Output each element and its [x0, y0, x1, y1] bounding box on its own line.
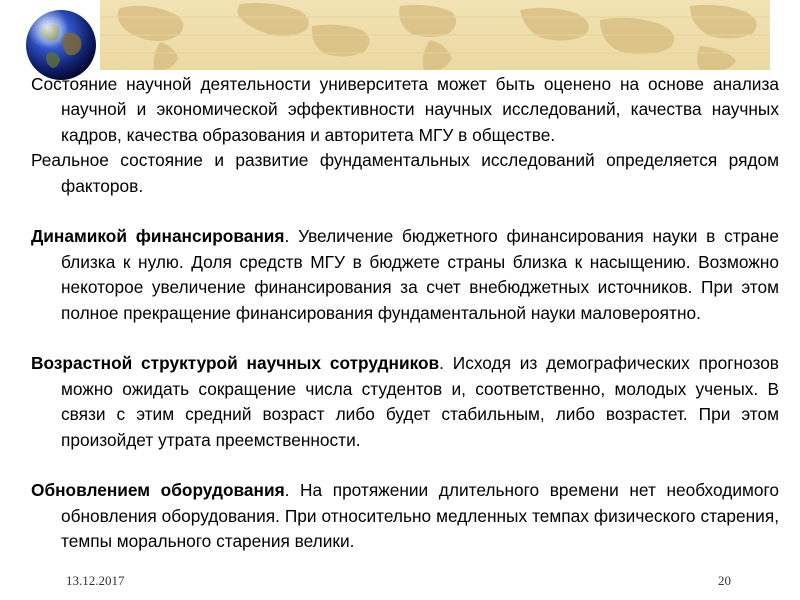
paragraph-age-structure [31, 351, 779, 453]
slide-body [31, 72, 779, 555]
paragraph-gap [31, 199, 779, 224]
paragraph-gap [31, 326, 779, 351]
paragraph-equipment [31, 478, 779, 554]
paragraph-intro [31, 72, 779, 148]
paragraph-financing [31, 224, 779, 326]
paragraph-lead: Возрастной структурой научных сотрудников [31, 353, 440, 374]
paragraph-text: . Исходя из демографических прогнозов можно ожидать сокращение числа студентов и, соответственно, молодых ученых. В связи с этим средний возраст либо будет стабильным, либо возрастет. При этом произойдет утрата преемственности. [61, 353, 779, 450]
paragraph-gap [31, 453, 779, 478]
paragraph-text: . Увеличение бюджетного финансирования науки в стране близка к нулю. Доля средств МГУ в бюджете страны близка к насыщению. Возможно некоторое увеличение финансирования за счет внебюджетных источников. При этом полное прекращение финансирования фундаментальной науки маловероятно. [61, 226, 779, 323]
footer-date: 13.12.2017 [66, 573, 125, 588]
paragraph-text: Состояние научной деятельности университета может быть оценено на основе анализа научной и экономической эффективности научных исследований, качества научных кадров, качества образования и авторитета МГУ в обществе. [31, 74, 779, 145]
paragraph-factors [31, 148, 779, 199]
paragraph-text: . На протяжении длительного времени нет необходимого обновления оборудования. При относительно медленных темпах физического старения, темпы морального старения велики. [61, 480, 779, 552]
paragraph-lead: Динамикой финансирования [31, 226, 285, 247]
paragraph-text: Реальное состояние и развитие фундаментальных исследований определяется рядом факторов. [31, 150, 779, 196]
paragraph-lead: Обновлением оборудования [31, 480, 285, 501]
globe-icon [24, 8, 98, 82]
page-number: 20 [718, 573, 731, 588]
world-map-graphic [100, 0, 770, 70]
world-map-banner [100, 0, 770, 70]
